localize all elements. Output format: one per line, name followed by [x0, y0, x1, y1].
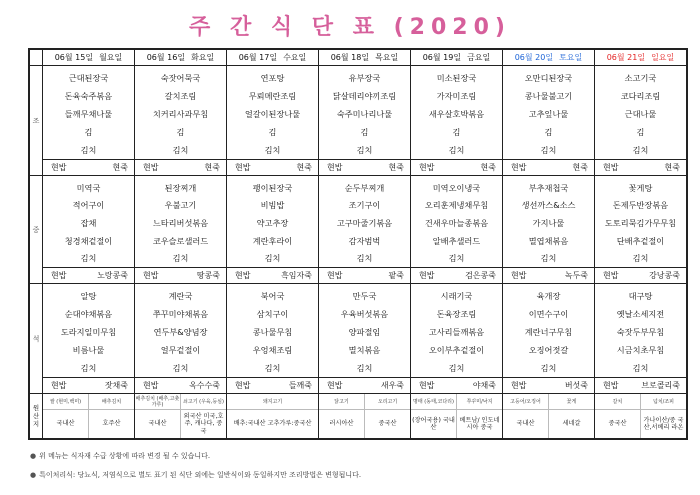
menu-item: 김치	[264, 145, 281, 155]
menu-cell	[226, 176, 318, 283]
menu-item: 오리훈제냉채무침	[424, 200, 489, 211]
menu-item: 우불고기	[164, 200, 197, 211]
rice-label: 현밥	[143, 381, 159, 390]
menu-item: 김치	[80, 363, 97, 373]
menu-item: 김치	[80, 253, 97, 264]
menu-item: 김치	[356, 363, 373, 373]
day-date: 06월 18일	[330, 53, 370, 62]
origin-country: 배추:국내산 고추가루:중국산	[233, 420, 312, 428]
origin-item-name: 고등어/오징어	[503, 394, 548, 410]
rice-label: 현밥	[143, 271, 159, 280]
menu-item: 콩나물불고기	[524, 91, 573, 101]
menu-cell	[410, 284, 502, 393]
rice-label: 현밥	[419, 163, 435, 172]
porridge-label: 현죽	[572, 163, 588, 172]
porridge-label: 강낭콩죽	[649, 271, 680, 280]
origin-item-name: 배추김치 (배추,고춧가루)	[135, 394, 180, 410]
porridge-label: 녹두죽	[564, 271, 588, 280]
menu-item: 김	[360, 127, 369, 137]
menu-item: 김치	[264, 363, 281, 373]
menu-cell	[42, 176, 134, 283]
porridge-label: 현죽	[388, 163, 404, 172]
menu-item: 오징어젓갈	[528, 345, 569, 355]
menu-item: 옛날소세지전	[616, 309, 665, 319]
menu-cell	[502, 176, 594, 283]
porridge-label: 브로콜리죽	[641, 381, 680, 390]
menu-item: 북어국	[260, 291, 285, 301]
origin-column	[42, 394, 134, 438]
menu-item: 생선까스&소스	[521, 200, 576, 211]
rice-label: 현밥	[327, 381, 343, 390]
origin-item-name: 닭고기	[319, 394, 364, 410]
day-header	[318, 50, 410, 65]
menu-item: 근대나물	[624, 109, 657, 119]
menu-cell	[318, 284, 410, 393]
menu-item: 김치	[80, 145, 97, 155]
porridge-label: 새우죽	[380, 381, 404, 390]
porridge-label: 현죽	[296, 163, 312, 172]
header-row	[30, 50, 686, 66]
menu-item: 적어구이	[72, 200, 105, 211]
menu-item: 가자미조림	[436, 91, 477, 101]
origin-country: 국내산	[56, 420, 75, 428]
menu-item: 김	[84, 127, 93, 137]
menu-item: 시금치초무침	[616, 345, 665, 355]
rice-label: 현밥	[51, 163, 67, 172]
dinner-section	[30, 284, 686, 394]
rice-label: 현밥	[235, 381, 251, 390]
day-header	[42, 50, 134, 65]
porridge-label: 들깨죽	[288, 381, 312, 390]
origin-country: 호주산	[102, 420, 121, 428]
menu-item: 숙주미나리나물	[336, 109, 393, 119]
menu-item: 멸엽채볶음	[528, 235, 569, 246]
meal-label: 조	[32, 116, 40, 125]
menu-cell	[410, 176, 502, 283]
day-date: 06월 15일	[54, 53, 94, 62]
menu-item: 비름나물	[72, 345, 105, 355]
meal-label: 중	[32, 225, 40, 234]
menu-item: 오만디된장국	[524, 73, 573, 83]
menu-item: 잡채	[80, 217, 97, 228]
porridge-label: 현죽	[112, 163, 128, 172]
porridge-label: 현죽	[204, 163, 220, 172]
lunch-section	[30, 176, 686, 284]
menu-cell	[594, 284, 686, 393]
menu-item: 알배추샐러드	[432, 235, 481, 246]
origin-country: 러시아산	[329, 420, 354, 428]
menu-cell	[318, 176, 410, 283]
menu-item: 돈육장조림	[436, 309, 477, 319]
menu-item: 얼갈이된장나물	[244, 109, 301, 119]
menu-item: 김	[636, 127, 645, 137]
porridge-label: 땅콩죽	[196, 271, 220, 280]
menu-item: 얼무겉절이	[160, 345, 201, 355]
menu-item: 멸치볶음	[348, 345, 381, 355]
menu-item: 김치	[540, 363, 557, 373]
menu-item: 양파절임	[348, 327, 381, 337]
origin-column	[594, 394, 686, 438]
menu-item: 김	[176, 127, 185, 137]
rice-label: 현밥	[51, 271, 67, 280]
origin-column	[134, 394, 226, 438]
day-date: 06월 19일	[422, 53, 462, 62]
rice-label: 현밥	[235, 271, 251, 280]
porridge-label: 흑임자죽	[281, 271, 312, 280]
menu-table	[28, 48, 688, 440]
menu-item: 코우슬로샐러드	[152, 235, 209, 246]
origin-item-name: 쇠고기 (우육,등심)	[181, 394, 226, 410]
day-date: 06월 17일	[238, 53, 278, 62]
menu-item: 김치	[448, 145, 465, 155]
origin-column	[318, 394, 410, 438]
rice-label: 현밥	[511, 163, 527, 172]
menu-item: 유부장국	[348, 73, 381, 83]
menu-cell	[42, 66, 134, 175]
note-bullet-icon: ●	[30, 452, 37, 460]
origin-item-name: 꽃게	[549, 394, 594, 410]
menu-item: 계란국	[168, 291, 193, 301]
menu-item: 닭살데리야끼조림	[332, 91, 397, 101]
menu-cell	[42, 284, 134, 393]
day-weekday: 월요일	[99, 53, 123, 62]
menu-item: 김치	[448, 253, 465, 264]
menu-item: 고추잎나물	[528, 109, 569, 119]
day-date: 06월 16일	[146, 53, 186, 62]
meal-label: 석	[32, 334, 40, 343]
day-header	[594, 50, 686, 65]
menu-item: 김치	[172, 253, 189, 264]
porridge-label: 노랑콩죽	[97, 271, 128, 280]
origin-country: (장어국용) 국내산	[412, 416, 455, 431]
menu-cell	[134, 176, 226, 283]
menu-item: 가지나물	[532, 217, 565, 228]
menu-item: 연두부&양념장	[153, 327, 208, 337]
menu-item: 미소된장국	[436, 73, 477, 83]
menu-item: 김치	[172, 145, 189, 155]
day-header	[134, 50, 226, 65]
day-header	[502, 50, 594, 65]
porridge-label: 옥수수죽	[189, 381, 220, 390]
menu-item: 미역국	[76, 182, 101, 193]
origin-column	[502, 394, 594, 438]
origin-column	[226, 394, 318, 438]
menu-cell	[134, 66, 226, 175]
menu-item: 김치	[632, 145, 649, 155]
origin-label-char: 원	[32, 404, 40, 412]
origin-item-name: 오리고기	[365, 394, 410, 410]
origin-item-name: 쭈꾸미/낙지	[457, 394, 502, 410]
origin-item-name: 넙치/조피	[641, 394, 686, 410]
menu-item: 계란너구무침	[524, 327, 573, 337]
menu-item: 김치	[448, 363, 465, 373]
menu-cell	[594, 176, 686, 283]
rice-label: 현밥	[51, 381, 67, 390]
menu-item: 팽이된장국	[252, 182, 293, 193]
menu-item: 숙잣어묵국	[160, 73, 201, 83]
day-header	[410, 50, 502, 65]
menu-item: 치커리사과무침	[152, 109, 209, 119]
menu-item: 김치	[172, 363, 189, 373]
menu-cell	[594, 66, 686, 175]
porridge-label: 검은콩죽	[465, 271, 496, 280]
menu-item: 미역오이냉국	[432, 182, 481, 193]
menu-cell	[226, 284, 318, 393]
day-header	[226, 50, 318, 65]
menu-item: 고구마줄기볶음	[336, 217, 393, 228]
origin-country: 가나이산/중 국산,서베리 라온	[643, 416, 684, 431]
origin-item-name: 갈치	[595, 394, 640, 410]
menu-item: 우육버섯볶음	[340, 309, 389, 319]
rice-label: 현밥	[511, 271, 527, 280]
menu-item: 계란후라이	[252, 235, 293, 246]
menu-item: 김치	[632, 363, 649, 373]
menu-item: 만두국	[352, 291, 377, 301]
menu-cell	[502, 284, 594, 393]
menu-cell	[134, 284, 226, 393]
menu-item: 순대야채볶음	[64, 309, 113, 319]
menu-item: 대구탕	[628, 291, 653, 301]
porridge-label: 버섯죽	[564, 381, 588, 390]
day-date: 06월 20일	[514, 53, 554, 62]
rice-label: 현밥	[603, 381, 619, 390]
menu-item: 비빔밥	[260, 200, 285, 211]
origin-country: 베트남/ 인도네시아 중국	[459, 416, 500, 431]
origin-country: 국내산	[148, 420, 167, 428]
rice-label: 현밥	[419, 271, 435, 280]
porridge-label: 현죽	[664, 163, 680, 172]
day-weekday: 화요일	[191, 53, 215, 62]
origin-item-name: 배추김치	[89, 394, 134, 410]
origin-section	[30, 394, 686, 438]
rice-label: 현밥	[235, 163, 251, 172]
day-date: 06월 21일	[606, 53, 646, 62]
origin-column	[410, 394, 502, 438]
menu-item: 조기구이	[348, 200, 381, 211]
menu-item: 돈제두반장볶음	[612, 200, 669, 211]
day-weekday: 수요일	[283, 53, 307, 62]
note-bullet-icon: ●	[30, 471, 37, 479]
day-weekday: 일요일	[651, 53, 675, 62]
menu-item: 된장찌개	[164, 182, 197, 193]
rice-label: 현밥	[327, 271, 343, 280]
menu-item: 도토리묵김가무무침	[604, 217, 677, 228]
day-weekday: 목요일	[375, 53, 399, 62]
porridge-label: 현죽	[480, 163, 496, 172]
origin-country: 중국산	[608, 420, 627, 428]
menu-item: 알탕	[80, 291, 97, 301]
porridge-label: 잣채죽	[104, 381, 128, 390]
menu-cell	[318, 66, 410, 175]
menu-item: 건새우마늘종볶음	[424, 217, 489, 228]
menu-item: 연포탕	[260, 73, 285, 83]
origin-label-char: 산	[32, 412, 40, 420]
breakfast-section	[30, 66, 686, 176]
origin-label-char: 지	[32, 420, 40, 428]
rice-label: 현밥	[327, 163, 343, 172]
menu-item: 쭈꾸미야채볶음	[152, 309, 209, 319]
menu-item: 순두부찌개	[344, 182, 385, 193]
day-weekday: 금요일	[467, 53, 491, 62]
menu-item: 오이부추겉절이	[428, 345, 485, 355]
porridge-label: 팥죽	[388, 271, 404, 280]
menu-item: 갈치조림	[164, 91, 197, 101]
rice-label: 현밥	[419, 381, 435, 390]
porridge-label: 야채죽	[472, 381, 496, 390]
menu-item: 김치	[632, 253, 649, 264]
day-weekday: 토요일	[559, 53, 583, 62]
page-title: 주 간 식 단 표 (2020)	[189, 15, 511, 40]
origin-country: 세네갈	[562, 420, 581, 428]
menu-item: 김	[544, 127, 553, 137]
menu-item: 도라지일미무침	[60, 327, 117, 337]
menu-item: 숙잣두부무침	[616, 327, 665, 337]
menu-item: 고사리들깨볶음	[428, 327, 485, 337]
menu-item: 꽃게탕	[628, 182, 653, 193]
origin-country: 외국산 미국,호주, 캐나다, 중국	[183, 412, 224, 435]
menu-item: 김치	[356, 253, 373, 264]
menu-item: 김치	[264, 253, 281, 264]
menu-item: 단배추겉절이	[616, 235, 665, 246]
rice-label: 현밥	[511, 381, 527, 390]
note-1: ● 위 메뉴는 식자재 수급 상황에 따라 변경 될 수 있습니다.	[30, 452, 211, 460]
menu-item: 시래기국	[440, 291, 473, 301]
origin-item-name: 돼지고기	[227, 394, 318, 410]
origin-item-name: 명태 (동태,코다리)	[411, 394, 456, 410]
menu-item: 새우살호박볶음	[428, 109, 485, 119]
menu-item: 이면수구이	[528, 309, 569, 319]
menu-item: 부추재첩국	[528, 182, 569, 193]
rice-label: 현밥	[603, 271, 619, 280]
menu-item: 김치	[540, 145, 557, 155]
origin-label	[30, 394, 42, 438]
rice-label: 현밥	[143, 163, 159, 172]
menu-item: 육개장	[536, 291, 561, 301]
menu-item: 청경채겉절이	[64, 235, 113, 246]
menu-item: 소고기국	[624, 73, 657, 83]
origin-item-name: 쌀 (현미,백미)	[43, 394, 88, 410]
menu-cell	[502, 66, 594, 175]
origin-country: 중국산	[378, 420, 397, 428]
menu-item: 약고추장	[256, 217, 289, 228]
menu-item: 삼치구이	[256, 309, 289, 319]
menu-item: 돈육숙주볶음	[64, 91, 113, 101]
origin-country: 국내산	[516, 420, 535, 428]
menu-item: 감자범벅	[348, 235, 381, 246]
rice-label: 현밥	[603, 163, 619, 172]
menu-item: 무뢰메란조림	[248, 91, 297, 101]
menu-item: 김	[268, 127, 277, 137]
menu-item: 코다리조림	[620, 91, 661, 101]
menu-cell	[410, 66, 502, 175]
menu-item: 우엉채조림	[252, 345, 293, 355]
menu-item: 느타리버섯볶음	[152, 217, 209, 228]
menu-item: 김치	[356, 145, 373, 155]
menu-item: 콩나물무침	[252, 327, 293, 337]
menu-item: 김	[452, 127, 461, 137]
menu-cell	[226, 66, 318, 175]
menu-item: 들깨무채나물	[64, 109, 113, 119]
note-2: ● 특이처리식: 당뇨식, 저염식으로 별도 표기 된 식단 외에는 일반식이와 동일하지만 조리방법은 변형됩니다.	[30, 471, 362, 479]
menu-item: 근대된장국	[68, 73, 109, 83]
menu-item: 김치	[540, 253, 557, 264]
